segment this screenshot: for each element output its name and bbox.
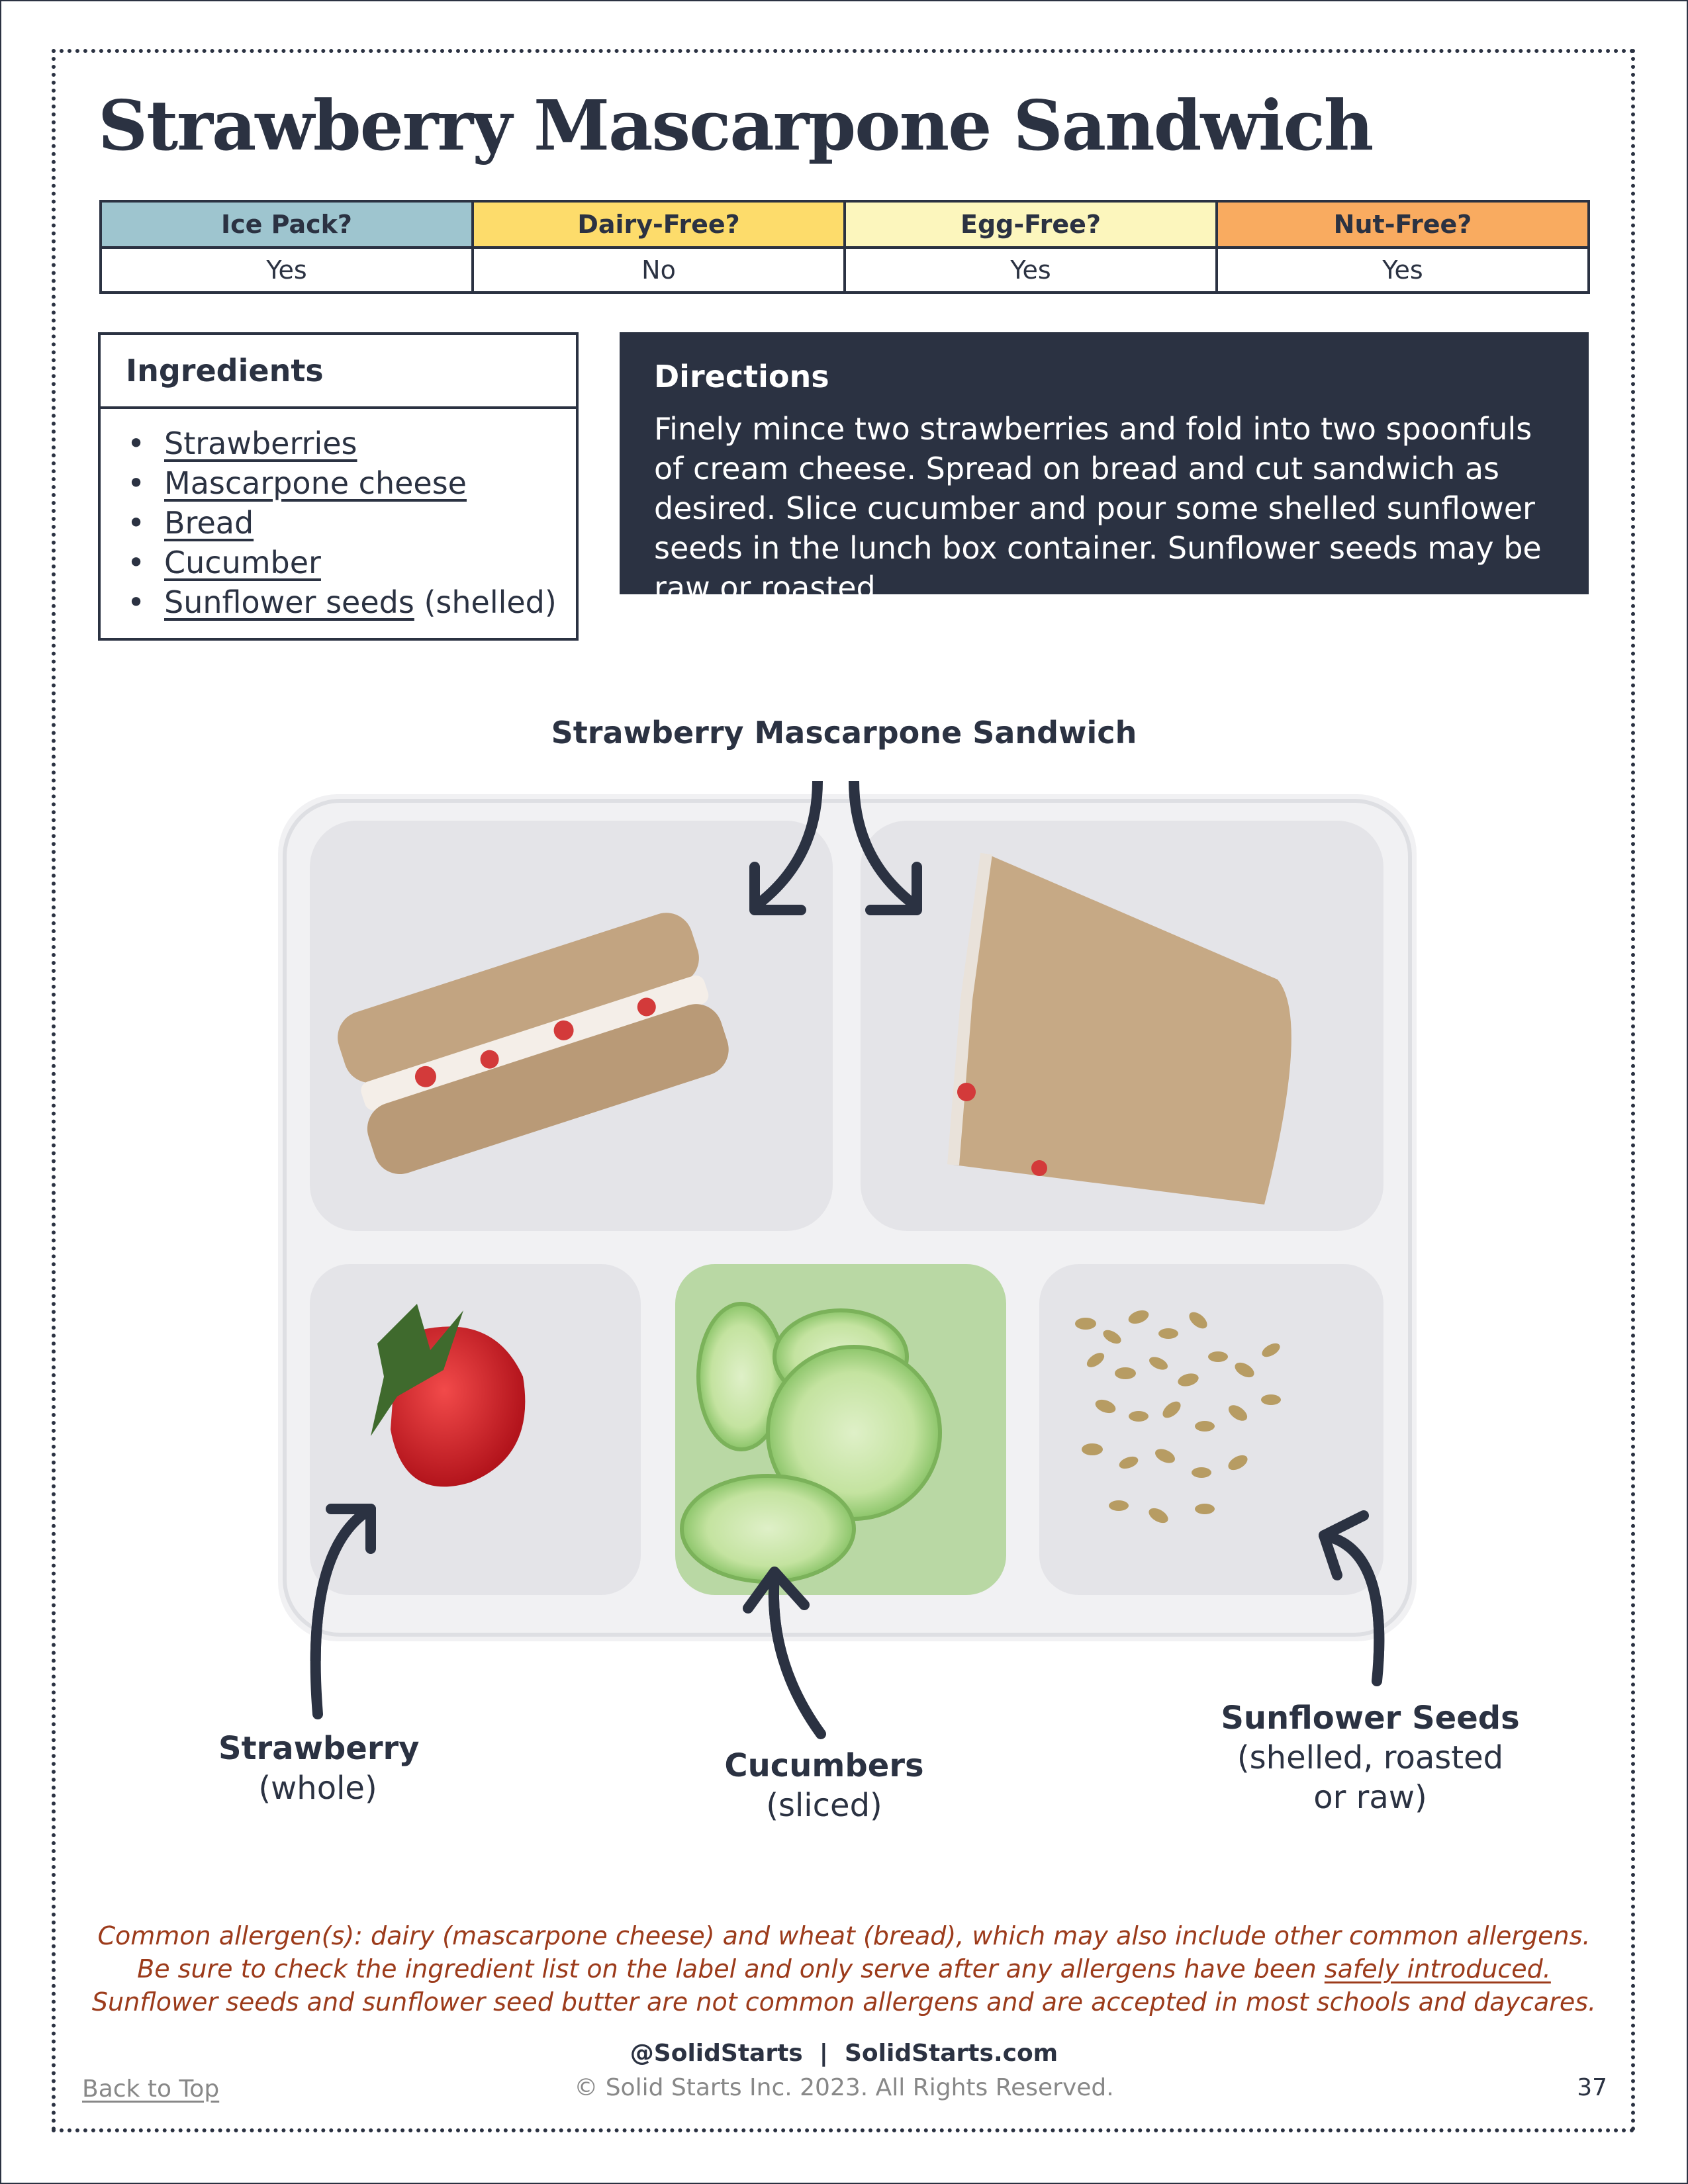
allergen-line-1: Common allergen(s): dairy (mascarpone cheese) and wheat (bread), which may also include other common allergens. bbox=[97, 1921, 1591, 1950]
ingredient-link-mascarpone[interactable]: Mascarpone cheese bbox=[164, 465, 467, 501]
label-strawberry bbox=[218, 1729, 420, 1808]
ingredient-item bbox=[127, 582, 576, 622]
ingredient-item bbox=[127, 424, 576, 463]
arrow-overlay bbox=[278, 781, 1417, 1661]
attributes-table bbox=[99, 200, 1590, 294]
ingredients-heading: Ingredients bbox=[101, 335, 576, 409]
allergen-notice bbox=[86, 1919, 1602, 2019]
label-cucumbers-main: Cucumbers bbox=[724, 1747, 924, 1784]
attr-egg-free-header: Egg-Free? bbox=[845, 201, 1217, 248]
footer-copyright: © Solid Starts Inc. 2023. All Rights Reserved. bbox=[574, 2074, 1114, 2101]
bullet: • bbox=[127, 545, 146, 580]
page-title: Strawberry Mascarpone Sandwich bbox=[98, 85, 1373, 166]
safely-introduced-link[interactable]: safely introduced. bbox=[1324, 1954, 1551, 1983]
label-seeds-sub1: (shelled, roasted bbox=[1237, 1739, 1504, 1776]
label-seeds-sub2: or raw) bbox=[1313, 1779, 1427, 1816]
attr-ice-pack-value: Yes bbox=[101, 248, 473, 293]
directions-heading: Directions bbox=[654, 359, 829, 394]
ingredients-list bbox=[101, 409, 576, 622]
allergen-line-2-text: Be sure to check the ingredient list on the label and only serve after any allergens have been bbox=[137, 1954, 1325, 1983]
ingredient-link-strawberries[interactable]: Strawberries bbox=[164, 426, 357, 461]
attributes-value-row bbox=[101, 248, 1589, 293]
label-cucumbers bbox=[722, 1746, 927, 1825]
back-to-top-link[interactable]: Back to Top bbox=[82, 2075, 220, 2103]
directions-box bbox=[620, 332, 1589, 606]
bullet: • bbox=[127, 505, 146, 541]
attr-dairy-free-value: No bbox=[473, 248, 845, 293]
attr-ice-pack-header: Ice Pack? bbox=[101, 201, 473, 248]
bullet: • bbox=[127, 584, 146, 620]
ingredient-link-bread[interactable]: Bread bbox=[164, 505, 254, 541]
footer-social: @SolidStarts | SolidStarts.com bbox=[630, 2040, 1058, 2067]
allergen-line-2 bbox=[86, 1952, 1602, 1985]
label-strawberry-sub: (whole) bbox=[258, 1770, 377, 1807]
label-sunflower-seeds bbox=[1205, 1698, 1536, 1817]
allergen-line-3: Sunflower seeds and sunflower seed butter are not common allergens and are accepted in most schools and daycares. bbox=[91, 1987, 1597, 2017]
directions-text: Finely mince two strawberries and fold into two spoonfuls of cream cheese. Spread on bread and cut sandwich as desired. Slice cucumber and pour some shelled sunflower seeds in the lunch box container. Sunflower seeds may be raw or roasted. bbox=[654, 411, 1542, 606]
attr-nut-free-value: Yes bbox=[1217, 248, 1589, 293]
ingredient-link-cucumber[interactable]: Cucumber bbox=[164, 545, 321, 580]
ingredients-box bbox=[98, 332, 579, 641]
label-seeds-main: Sunflower Seeds bbox=[1221, 1700, 1520, 1737]
page-number: 37 bbox=[1577, 2074, 1607, 2101]
ingredient-item bbox=[127, 543, 576, 582]
ingredient-item bbox=[127, 463, 576, 503]
attr-nut-free-header: Nut-Free? bbox=[1217, 201, 1589, 248]
ingredient-note: (shelled) bbox=[414, 584, 557, 620]
ingredient-item bbox=[127, 503, 576, 543]
ingredient-link-sunflower-seeds[interactable]: Sunflower seeds bbox=[164, 584, 414, 620]
label-strawberry-main: Strawberry bbox=[218, 1730, 420, 1767]
bullet: • bbox=[127, 465, 146, 501]
attr-egg-free-value: Yes bbox=[845, 248, 1217, 293]
attr-dairy-free-header: Dairy-Free? bbox=[473, 201, 845, 248]
photo-caption: Strawberry Mascarpone Sandwich bbox=[551, 715, 1137, 751]
attributes-header-row bbox=[101, 201, 1589, 248]
bullet: • bbox=[127, 426, 146, 461]
arrow-seeds-stem bbox=[1324, 1535, 1379, 1681]
label-cucumbers-sub: (sliced) bbox=[766, 1787, 882, 1824]
